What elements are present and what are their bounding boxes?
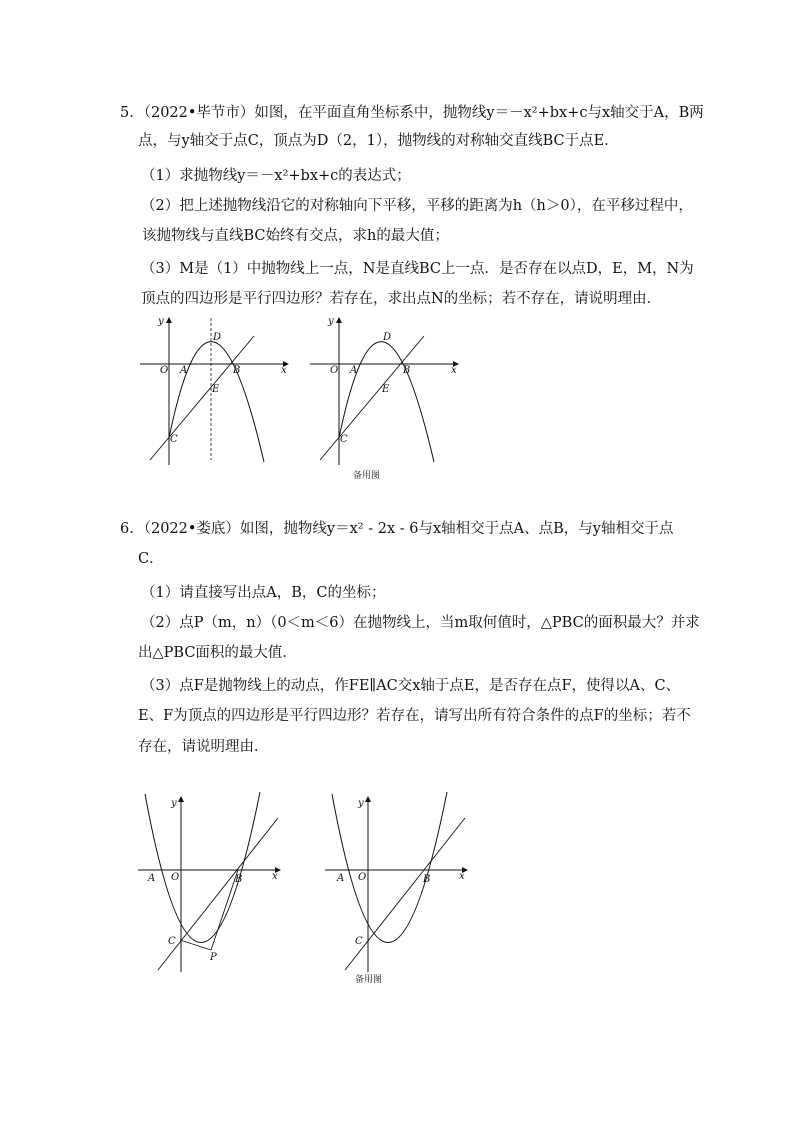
label-y: y [158,316,164,327]
line-bc [345,818,465,970]
label-o: O [160,365,169,376]
parabola [332,792,447,943]
p5-line-4: （2）把上述抛物线沿它的对称轴向下平移，平移的距离为h（h＞0），在平移过程中， [141,198,693,214]
label-c: C [168,936,176,947]
p6-line-5: 出△PBC面积的最大值． [138,645,297,661]
label-x: x [451,365,457,376]
label-o: O [330,365,339,376]
label-b: B [233,365,241,376]
p6-line-2: C． [138,551,164,567]
label-a: A [337,873,345,884]
label-a: A [350,365,358,376]
p5-line-6: （3）M是（1）中抛物线上一点，N是直线BC上一点．是否存在以点D，E，M，N为 [141,261,694,277]
p6-line-7: E、F为顶点的四边形是平行四边形？若存在，请写出所有符合条件的点F的坐标；若不 [138,708,691,724]
label-e: E [212,384,220,395]
p6-line-4: （2）点P（m，n）（0＜m＜6）在抛物线上，当m取何值时，△PBC的面积最大？并求 [141,615,700,631]
parabola [145,792,260,943]
p6-line-1: 6．（2022•娄底）如图，抛物线y＝x² - 2x - 6与x轴相交于点A、点B，与y轴相交于点 [120,521,674,537]
label-c: C [355,936,363,947]
p6-figure-spare [325,792,475,987]
parabola [169,342,264,462]
label-b: B [403,365,411,376]
p6-figure-main [138,792,288,972]
p5-figure-main [138,310,298,470]
label-a: A [148,873,156,884]
label-x: x [281,365,287,376]
spare-caption: 备用图 [353,471,381,481]
label-b: B [423,874,431,885]
p5-line-1: 5．（2022•毕节市）如图，在平面直角坐标系中，抛物线y＝－x²+bx+c与x轴交于A，B两 [120,105,704,121]
label-p: P [210,952,217,963]
label-c: C [170,434,178,445]
label-d: D [383,332,392,343]
p6-line-8: 存在，请说明理由． [138,739,269,755]
label-x: x [272,871,278,882]
p6-line-6: （3）点F是抛物线上的动点，作FE∥AC交x轴于点E，是否存在点F，使得以A、C、 [141,678,681,694]
label-a: A [180,365,188,376]
label-c: C [340,434,348,445]
label-d: D [213,332,222,343]
p5-figure-spare [308,310,468,485]
p5-line-7: 顶点的四边形是平行四边形？若存在，求出点N的坐标；若不存在，请说明理由． [141,291,662,307]
spare-caption: 备用图 [355,975,383,985]
p6-line-3: （1）请直接写出点A，B，C的坐标； [141,585,386,601]
line-bc [320,336,424,460]
label-y: y [358,798,364,809]
parabola [339,342,434,462]
label-e: E [382,384,390,395]
line-bc [150,336,254,460]
p5-line-3: （1）求抛物线y＝－x²+bx+c的表达式； [141,168,411,184]
label-o: O [358,872,367,883]
label-o: O [171,872,180,883]
line-bc [158,818,278,970]
label-y: y [328,316,334,327]
label-y: y [171,798,177,809]
segment-pb [211,870,238,950]
p5-line-2: 点，与y轴交于点C，顶点为D（2，1），抛物线的对称轴交直线BC于点E． [138,133,619,149]
label-x: x [459,871,465,882]
label-b: B [235,874,243,885]
p5-line-5: 该抛物线与直线BC始终有交点，求h的最大值； [142,228,449,244]
